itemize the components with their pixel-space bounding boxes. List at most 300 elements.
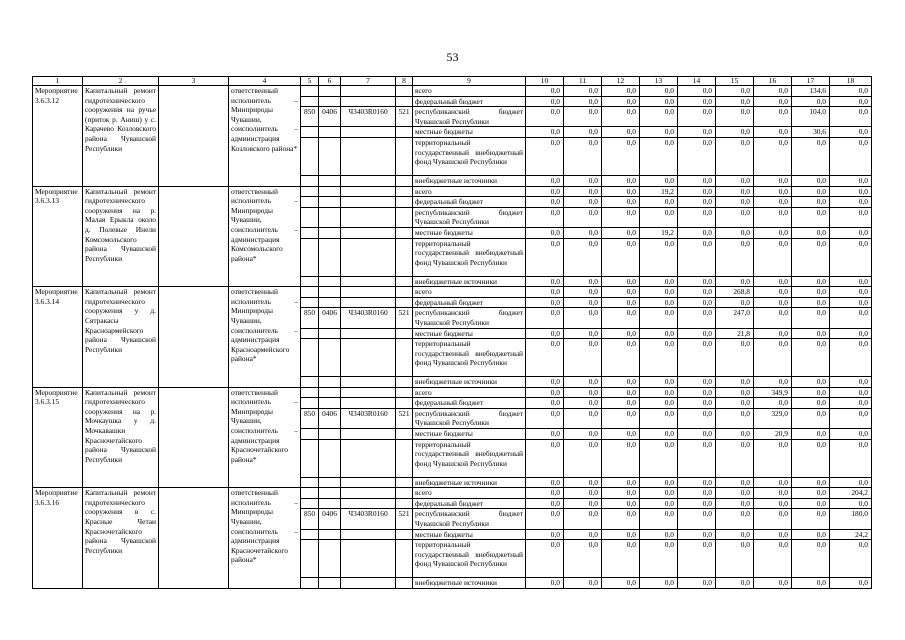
code-cell (319, 387, 341, 398)
value-cell: 0,0 (830, 578, 872, 589)
value-cell: 0,0 (830, 207, 872, 227)
funding-source-cell: местные бюджеты (413, 227, 526, 238)
value-cell: 0,0 (678, 207, 716, 227)
code-cell (396, 540, 413, 578)
value-cell: 0,0 (830, 197, 872, 208)
value-cell: 0,0 (564, 186, 602, 197)
value-cell: 0,0 (754, 498, 792, 509)
value-cell: 104,0 (792, 107, 830, 127)
value-cell: 0,0 (830, 339, 872, 377)
value-cell: 0,0 (716, 276, 754, 287)
value-cell: 0,0 (716, 377, 754, 388)
value-cell: 0,0 (716, 529, 754, 540)
value-cell: 0,0 (526, 477, 564, 488)
code-cell: Ч3403R0160 (341, 509, 396, 529)
code-cell (319, 175, 341, 186)
empty-cell (159, 488, 229, 589)
value-cell: 0,0 (526, 408, 564, 428)
value-cell: 0,0 (754, 308, 792, 328)
code-cell (396, 287, 413, 298)
code-cell: 850 (301, 408, 319, 428)
value-cell: 329,0 (754, 408, 792, 428)
value-cell: 0,0 (526, 509, 564, 529)
funding-source-cell: территориальный государственный внебюджетный фонд Чувашской Республики (413, 339, 526, 377)
code-cell (301, 398, 319, 409)
value-cell: 0,0 (716, 96, 754, 107)
code-cell (301, 439, 319, 477)
value-cell: 0,0 (830, 387, 872, 398)
code-cell (319, 86, 341, 97)
value-cell: 0,0 (678, 186, 716, 197)
code-cell (341, 488, 396, 499)
funding-source-cell: всего (413, 186, 526, 197)
code-cell (341, 127, 396, 138)
value-cell: 0,0 (792, 408, 830, 428)
code-cell (319, 137, 341, 175)
code-cell (319, 439, 341, 477)
funding-source-cell: территориальный государственный внебюджетный фонд Чувашской Республики (413, 137, 526, 175)
executor-cell: ответственный исполнитель – Минприроды Чувашии, соисполнитель – администрация Комсомольского района* (229, 186, 301, 287)
code-cell (301, 86, 319, 97)
value-cell: 0,0 (830, 308, 872, 328)
value-cell: 0,0 (602, 175, 640, 186)
value-cell: 0,0 (678, 175, 716, 186)
code-cell: Ч3403R0160 (341, 308, 396, 328)
table-body (33, 86, 872, 589)
value-cell: 0,0 (640, 287, 678, 298)
code-cell (341, 328, 396, 339)
value-cell: 0,0 (526, 328, 564, 339)
value-cell: 0,0 (602, 308, 640, 328)
value-cell: 0,0 (564, 429, 602, 440)
value-cell: 0,0 (716, 387, 754, 398)
value-cell: 0,0 (678, 477, 716, 488)
code-cell (319, 328, 341, 339)
funding-source-cell: всего (413, 287, 526, 298)
value-cell: 0,0 (602, 96, 640, 107)
code-cell: 521 (396, 408, 413, 428)
code-cell (301, 540, 319, 578)
value-cell: 0,0 (716, 509, 754, 529)
value-cell: 0,0 (678, 540, 716, 578)
code-cell (341, 186, 396, 197)
value-cell: 0,0 (564, 175, 602, 186)
value-cell: 0,0 (678, 107, 716, 127)
value-cell: 0,0 (830, 96, 872, 107)
value-cell: 0,0 (564, 297, 602, 308)
measure-name-cell: Мероприятие 3.6.3.14 (33, 287, 83, 388)
value-cell: 0,0 (754, 127, 792, 138)
value-cell: 0,0 (792, 488, 830, 499)
code-cell (396, 127, 413, 138)
value-cell: 0,0 (602, 578, 640, 589)
funding-source-cell: местные бюджеты (413, 529, 526, 540)
value-cell: 0,0 (526, 227, 564, 238)
value-cell: 0,0 (754, 529, 792, 540)
description-cell: Капитальный ремонт гидротехнического сооружения у д. Сятракасы Красноармейского района Чувашской Республики (83, 287, 159, 388)
value-cell: 0,0 (526, 127, 564, 138)
funding-source-cell: внебюджетные источники (413, 377, 526, 388)
value-cell: 0,0 (830, 498, 872, 509)
value-cell: 0,0 (754, 227, 792, 238)
funding-source-cell: внебюджетные источники (413, 276, 526, 287)
value-cell: 0,0 (526, 578, 564, 589)
table-row (33, 488, 872, 499)
code-cell (341, 377, 396, 388)
value-cell: 0,0 (640, 127, 678, 138)
funding-source-cell: республиканский бюджет Чувашской Республики (413, 408, 526, 428)
value-cell: 0,0 (792, 339, 830, 377)
value-cell: 0,0 (716, 175, 754, 186)
funding-source-cell: федеральный бюджет (413, 498, 526, 509)
value-cell: 0,0 (754, 107, 792, 127)
code-cell (319, 276, 341, 287)
value-cell: 0,0 (830, 276, 872, 287)
value-cell: 0,0 (830, 127, 872, 138)
value-cell: 0,0 (678, 578, 716, 589)
value-cell: 0,0 (564, 227, 602, 238)
value-cell: 0,0 (754, 328, 792, 339)
value-cell: 0,0 (564, 308, 602, 328)
code-cell (396, 578, 413, 589)
value-cell: 0,0 (602, 297, 640, 308)
value-cell: 0,0 (754, 339, 792, 377)
code-cell (396, 197, 413, 208)
code-cell (341, 540, 396, 578)
description-cell: Капитальный ремонт гидротехнического сооружения на р. Мочкаушка у д. Мочкавашки Красночетайского района Чувашской Республики (83, 387, 159, 488)
value-cell: 0,0 (602, 197, 640, 208)
empty-cell (159, 86, 229, 187)
code-cell: 521 (396, 308, 413, 328)
funding-source-cell: всего (413, 387, 526, 398)
code-cell (341, 276, 396, 287)
value-cell: 0,0 (754, 377, 792, 388)
code-cell (341, 477, 396, 488)
value-cell: 0,0 (830, 238, 872, 276)
value-cell: 0,0 (526, 429, 564, 440)
code-cell (396, 238, 413, 276)
code-cell (396, 477, 413, 488)
value-cell: 0,0 (754, 207, 792, 227)
value-cell: 0,0 (830, 439, 872, 477)
description-cell: Капитальный ремонт гидротехнического сооружения на р. Малая Ерыкла около д. Полевые Инели Комсомольского района Чувашской Республики (83, 186, 159, 287)
value-cell: 0,0 (526, 96, 564, 107)
value-cell: 0,0 (754, 540, 792, 578)
value-cell: 0,0 (678, 387, 716, 398)
value-cell: 0,0 (564, 127, 602, 138)
code-cell (301, 186, 319, 197)
value-cell: 0,0 (792, 137, 830, 175)
value-cell: 0,0 (640, 398, 678, 409)
code-cell (341, 339, 396, 377)
code-cell (396, 439, 413, 477)
value-cell: 0,0 (830, 398, 872, 409)
value-cell: 0,0 (602, 127, 640, 138)
code-cell (341, 227, 396, 238)
value-cell: 0,0 (602, 86, 640, 97)
value-cell: 0,0 (754, 477, 792, 488)
code-cell (396, 96, 413, 107)
code-cell: Ч3403R0160 (341, 408, 396, 428)
value-cell: 0,0 (602, 529, 640, 540)
value-cell: 0,0 (526, 86, 564, 97)
funding-source-cell: федеральный бюджет (413, 96, 526, 107)
value-cell: 0,0 (564, 197, 602, 208)
header-cell: 14 (678, 77, 716, 86)
value-cell: 0,0 (678, 308, 716, 328)
value-cell: 0,0 (678, 297, 716, 308)
code-cell (301, 297, 319, 308)
value-cell: 0,0 (830, 297, 872, 308)
value-cell: 0,0 (602, 238, 640, 276)
value-cell: 0,0 (830, 429, 872, 440)
header-cell: 5 (301, 77, 319, 86)
value-cell: 0,0 (678, 529, 716, 540)
code-cell (301, 227, 319, 238)
code-cell (341, 529, 396, 540)
value-cell: 0,0 (716, 127, 754, 138)
value-cell: 0,0 (602, 287, 640, 298)
value-cell: 0,0 (830, 186, 872, 197)
value-cell: 0,0 (754, 398, 792, 409)
value-cell: 0,0 (564, 96, 602, 107)
header-cell: 9 (413, 77, 526, 86)
value-cell: 0,0 (526, 540, 564, 578)
funding-source-cell: республиканский бюджет Чувашской Республики (413, 308, 526, 328)
funding-source-cell: внебюджетные источники (413, 477, 526, 488)
funding-source-cell: территориальный государственный внебюджетный фонд Чувашской Республики (413, 439, 526, 477)
code-cell (341, 86, 396, 97)
value-cell: 0,0 (526, 238, 564, 276)
table-row (33, 86, 872, 97)
value-cell: 0,0 (526, 377, 564, 388)
value-cell: 0,0 (792, 96, 830, 107)
table-row (33, 186, 872, 197)
code-cell (301, 197, 319, 208)
code-cell (341, 387, 396, 398)
empty-cell (159, 387, 229, 488)
header-cell: 2 (83, 77, 159, 86)
value-cell: 0,0 (640, 578, 678, 589)
funding-source-cell: территориальный государственный внебюджетный фонд Чувашской Республики (413, 540, 526, 578)
measure-name-cell: Мероприятие 3.6.3.16 (33, 488, 83, 589)
value-cell: 0,0 (678, 197, 716, 208)
value-cell: 0,0 (716, 477, 754, 488)
code-cell (341, 287, 396, 298)
code-cell (396, 429, 413, 440)
value-cell: 0,0 (678, 498, 716, 509)
header-cell: 16 (754, 77, 792, 86)
code-cell (341, 578, 396, 589)
header-row (33, 77, 872, 86)
value-cell: 0,0 (830, 227, 872, 238)
program-table (32, 76, 872, 589)
code-cell (319, 578, 341, 589)
value-cell: 0,0 (640, 377, 678, 388)
code-cell (319, 429, 341, 440)
code-cell (301, 207, 319, 227)
value-cell: 0,0 (602, 227, 640, 238)
header-cell: 7 (341, 77, 396, 86)
code-cell (341, 207, 396, 227)
value-cell: 0,0 (564, 398, 602, 409)
value-cell: 0,0 (792, 186, 830, 197)
value-cell: 0,0 (792, 207, 830, 227)
value-cell: 0,0 (716, 186, 754, 197)
value-cell: 247,0 (716, 308, 754, 328)
value-cell: 0,0 (526, 276, 564, 287)
value-cell: 0,0 (564, 287, 602, 298)
value-cell: 0,0 (564, 328, 602, 339)
code-cell (319, 96, 341, 107)
value-cell: 0,0 (754, 578, 792, 589)
value-cell: 0,0 (564, 529, 602, 540)
funding-source-cell: местные бюджеты (413, 328, 526, 339)
code-cell (301, 175, 319, 186)
value-cell: 0,0 (602, 488, 640, 499)
value-cell: 0,0 (640, 540, 678, 578)
value-cell: 0,0 (754, 238, 792, 276)
value-cell: 0,0 (526, 498, 564, 509)
value-cell: 134,6 (792, 86, 830, 97)
value-cell: 0,0 (830, 408, 872, 428)
description-cell: Капитальный ремонт гидротехнического сооружения в с. Красные Четаи Красночетайского района Чувашской Республики (83, 488, 159, 589)
value-cell: 349,9 (754, 387, 792, 398)
code-cell (341, 238, 396, 276)
value-cell: 0,0 (602, 498, 640, 509)
funding-source-cell: республиканский бюджет Чувашской Республики (413, 207, 526, 227)
code-cell: 521 (396, 509, 413, 529)
code-cell: 521 (396, 107, 413, 127)
value-cell: 180,0 (830, 509, 872, 529)
value-cell: 0,0 (716, 429, 754, 440)
code-cell (341, 429, 396, 440)
code-cell (301, 276, 319, 287)
measure-name-cell: Мероприятие 3.6.3.12 (33, 86, 83, 187)
value-cell: 0,0 (564, 86, 602, 97)
header-cell: 12 (602, 77, 640, 86)
value-cell: 0,0 (754, 439, 792, 477)
value-cell: 0,0 (640, 488, 678, 499)
value-cell: 0,0 (792, 429, 830, 440)
value-cell: 0,0 (792, 287, 830, 298)
value-cell: 0,0 (754, 186, 792, 197)
value-cell: 0,0 (678, 238, 716, 276)
value-cell: 0,0 (526, 387, 564, 398)
value-cell: 0,0 (564, 207, 602, 227)
value-cell: 0,0 (640, 96, 678, 107)
code-cell (341, 96, 396, 107)
value-cell: 0,0 (564, 339, 602, 377)
value-cell: 0,0 (678, 287, 716, 298)
code-cell (301, 328, 319, 339)
value-cell: 204,2 (830, 488, 872, 499)
executor-cell: ответственный исполнитель – Минприроды Чувашии, соисполнитель – администрация Красночетайского района* (229, 488, 301, 589)
value-cell: 0,0 (640, 498, 678, 509)
code-cell (396, 137, 413, 175)
code-cell (341, 297, 396, 308)
value-cell: 0,0 (754, 509, 792, 529)
value-cell: 0,0 (716, 339, 754, 377)
code-cell (301, 529, 319, 540)
value-cell: 0,0 (716, 107, 754, 127)
measure-name-cell: Мероприятие 3.6.3.13 (33, 186, 83, 287)
value-cell: 0,0 (640, 276, 678, 287)
executor-cell: ответственный исполнитель – Минприроды Чувашии, соисполнитель – администрация Красночетайского района* (229, 387, 301, 488)
code-cell (319, 498, 341, 509)
value-cell: 0,0 (754, 297, 792, 308)
value-cell: 0,0 (602, 509, 640, 529)
value-cell: 0,0 (754, 197, 792, 208)
code-cell (319, 197, 341, 208)
executor-cell: ответственный исполнитель – Минприроды Чувашии, соисполнитель – администрация Красноармейского района* (229, 287, 301, 388)
value-cell: 0,0 (830, 287, 872, 298)
value-cell: 0,0 (716, 227, 754, 238)
code-cell (396, 498, 413, 509)
code-cell (301, 137, 319, 175)
funding-source-cell: федеральный бюджет (413, 398, 526, 409)
value-cell: 30,6 (792, 127, 830, 138)
value-cell: 0,0 (678, 86, 716, 97)
funding-source-cell: местные бюджеты (413, 429, 526, 440)
code-cell: 0406 (319, 308, 341, 328)
header-cell: 18 (830, 77, 872, 86)
code-cell (341, 197, 396, 208)
table-row (33, 387, 872, 398)
value-cell: 0,0 (526, 297, 564, 308)
code-cell (319, 186, 341, 197)
funding-source-cell: территориальный государственный внебюджетный фонд Чувашской Республики (413, 238, 526, 276)
code-cell (301, 377, 319, 388)
code-cell (301, 578, 319, 589)
code-cell (301, 429, 319, 440)
code-cell (319, 339, 341, 377)
value-cell: 0,0 (792, 276, 830, 287)
value-cell: 0,0 (602, 339, 640, 377)
code-cell (319, 477, 341, 488)
value-cell: 0,0 (564, 408, 602, 428)
value-cell: 0,0 (716, 197, 754, 208)
value-cell: 0,0 (792, 477, 830, 488)
code-cell (319, 529, 341, 540)
value-cell: 24,2 (830, 529, 872, 540)
value-cell: 0,0 (716, 207, 754, 227)
page-number: 53 (446, 50, 459, 64)
value-cell: 0,0 (830, 86, 872, 97)
value-cell: 0,0 (640, 238, 678, 276)
value-cell: 0,0 (564, 377, 602, 388)
header-cell: 8 (396, 77, 413, 86)
value-cell: 0,0 (830, 328, 872, 339)
code-cell (301, 238, 319, 276)
value-cell: 0,0 (678, 276, 716, 287)
measure-name-cell: Мероприятие 3.6.3.15 (33, 387, 83, 488)
description-cell: Капитальный ремонт гидротехнического сооружения на ручье (приток р. Аниш) у с. Карачево Козловского района Чувашской Республики (83, 86, 159, 187)
value-cell: 0,0 (678, 509, 716, 529)
value-cell: 0,0 (716, 398, 754, 409)
code-cell (341, 137, 396, 175)
value-cell: 0,0 (602, 207, 640, 227)
code-cell: 850 (301, 107, 319, 127)
code-cell (341, 398, 396, 409)
value-cell: 0,0 (564, 578, 602, 589)
value-cell: 0,0 (526, 529, 564, 540)
code-cell (396, 207, 413, 227)
funding-source-cell: федеральный бюджет (413, 297, 526, 308)
value-cell: 0,0 (792, 377, 830, 388)
value-cell: 0,0 (678, 429, 716, 440)
funding-source-cell: внебюджетные источники (413, 175, 526, 186)
